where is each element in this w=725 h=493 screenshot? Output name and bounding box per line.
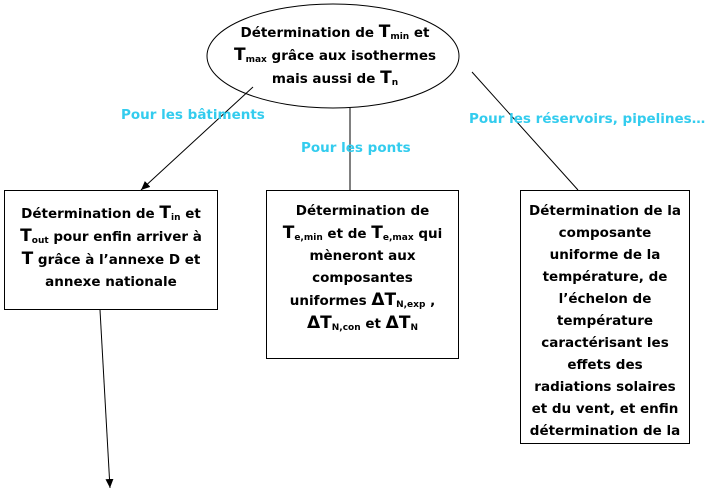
box-reservoirs-line: caractérisant les [541, 335, 669, 351]
edge-label-ponts: Pour les ponts [301, 140, 411, 156]
box-reservoirs [520, 190, 690, 444]
box-reservoirs-line: température, de [542, 269, 668, 285]
edge-label-batiments: Pour les bâtiments [121, 107, 265, 123]
box-reservoirs-line: Détermination de la [529, 203, 681, 219]
arrow-to-batiments [141, 87, 253, 190]
box-reservoirs-line: détermination de la [529, 423, 681, 439]
box-batiments-line-2: $T_{out}$ pour enfin arriver à [20, 226, 202, 246]
box-ponts-line-5: uniformes $\Delta T_{N,exp}$ , [289, 290, 436, 310]
line-to-reservoirs [472, 72, 578, 190]
box-ponts-line-6: $\Delta T_{N,con}$ et $\Delta T_N$ [307, 313, 418, 333]
box-reservoirs-line: uniforme de la [549, 247, 661, 263]
root-line-2: $T_{max}$ grâce aux isothermes [233, 45, 437, 65]
box-reservoirs-line: radiations solaires [534, 379, 676, 395]
box-reservoirs-line: et du vent, et enfin [531, 401, 679, 417]
box-reservoirs-line: température [556, 313, 654, 329]
root-node [230, 21, 440, 90]
box-ponts [266, 190, 459, 359]
box-ponts-line-2: $T_{e,min}$ et de $T_{e,max}$ qui [282, 223, 443, 243]
box-ponts-line-3: mèneront aux [309, 248, 416, 264]
root-line-1: Détermination de $T_{min}$ et [240, 22, 430, 42]
box-batiments [4, 190, 218, 310]
box-reservoirs-line: composante [558, 225, 652, 241]
root-line-3: mais aussi de $T_n$ [271, 68, 399, 88]
box-reservoirs-line: l’échelon de [558, 291, 652, 307]
box-ponts-line-1: Détermination de [295, 203, 430, 219]
box-reservoirs-line: effets des [567, 357, 643, 373]
box-batiments-line-1: Détermination de $T_{in}$ et [21, 203, 201, 223]
arrow-down-from-left-box [100, 310, 110, 488]
box-batiments-line-4: annexe nationale [45, 274, 177, 290]
box-ponts-line-4: composantes [312, 270, 413, 286]
box-batiments-line-3: T grâce à l’annexe D et [21, 249, 201, 269]
edge-label-reservoirs: Pour les réservoirs, pipelines… [469, 111, 706, 127]
